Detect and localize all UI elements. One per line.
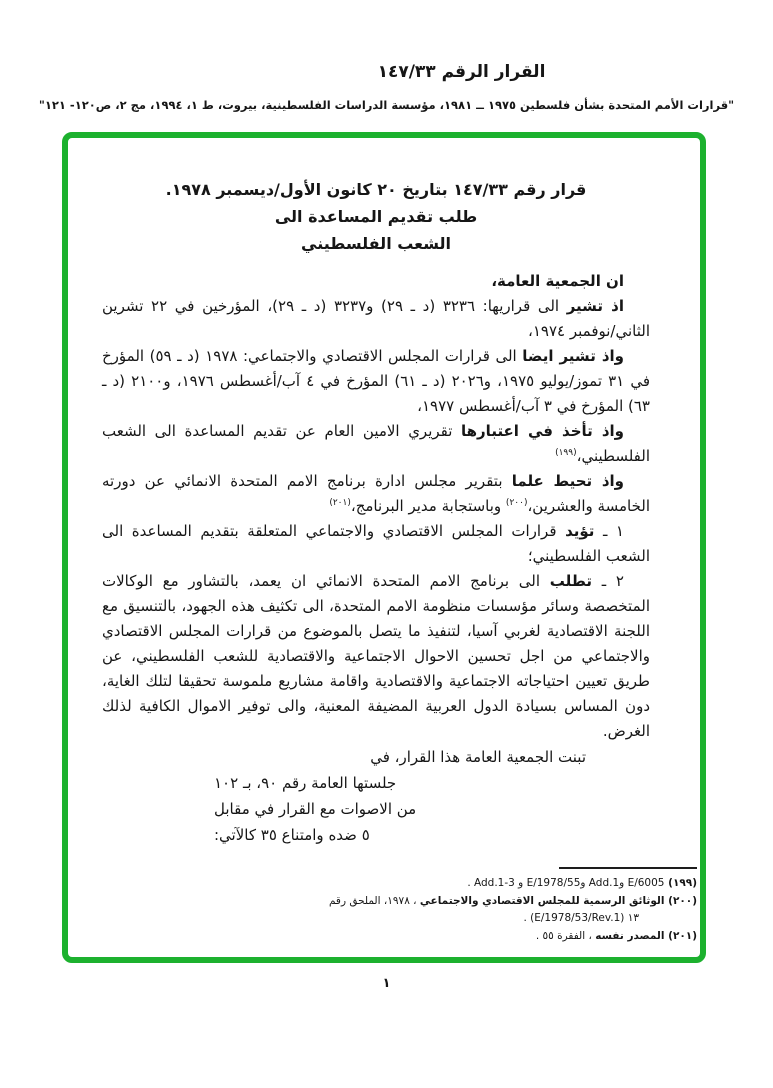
- paragraph: ٢ ـ تطلب الى برنامج الامم المتحدة الانمائي ان يعمد، بالتشاور مع الوكالات المتخصصة وسائر مؤسسات منظومة الامم المتحدة، الى تكثيف هذه الجهود، بالتنسيق مع اللجنة الاقتصادية لغربي آسيا، لتنفيذ ما يتصل بالموضوع من قرارات المجلس الاقتصادي والاجتماعي من اجل تحسين الاحوال الاجتماعية والاقتصادية للشعب الفلسطيني، عن طريق تعيين احتياجاته الاجتماعية والاقتصادية واقامة مشاريع ملموسة تحقيقا لتلك الغاية، دون المساس بسيادة الدول العربية المضيفة المعنية، والى توفير الاموال الكافية لذلك الغرض.: [102, 572, 650, 740]
- adoption-line: تبنت الجمعية العامة هذا القرار، في: [370, 748, 586, 766]
- footnote: ١٣ (E/1978/53/Rev.1) .: [523, 912, 639, 924]
- footnote-list: [267, 875, 697, 945]
- paragraph: واذ تشير ايضا الى قرارات المجلس الاقتصادي والاجتماعي: ١٩٧٨ (د ـ ٥٩) المؤرخ في ٣١ تموز/يوليو ١٩٧٥، و٢٠٢٦ (د ـ ٦١) المؤرخ في ٤ آب/أغسطس ١٩٧٦، و٢١٠٠ (د ـ ٦٣) المؤرخ في ٣ آب/أغسطس ١٩٧٧،: [102, 347, 651, 415]
- citation-line: "قرارات الأمم المتحدة بشأن فلسطين ١٩٧٥ ــ ١٩٨١، مؤسسة الدراسات الفلسطينية، بيروت، ط ١، ١٩٩٤، مج ٢، ص١٢٠- ١٢١": [38, 98, 735, 112]
- adoption-line: جلستها العامة رقم ٩٠، بـ ١٠٢: [214, 774, 397, 792]
- footnote: (٢٠٠) الوثائق الرسمية للمجلس الاقتصادي والاجتماعي ، ١٩٧٨، الملحق رقم: [328, 894, 697, 907]
- resolution-title-line-1: قرار رقم ١٤٧/٣٣ بتاريخ ٢٠ كانون الأول/ديسمبر ١٩٧٨.: [165, 180, 587, 199]
- footnote: (١٩٩) E/6005 وAdd.1 وE/1978/55 و Add.1-3 .: [467, 877, 697, 889]
- footnotes-block: [267, 867, 697, 945]
- paragraph: ان الجمعية العامة،: [491, 272, 624, 290]
- resolution-body: [102, 269, 650, 744]
- frame-content: [68, 138, 700, 957]
- page-title: القرار الرقم ١٤٧/٣٣: [377, 62, 546, 82]
- paragraph: ١ ـ تؤيد قرارات المجلس الاقتصادي والاجتماعي المتعلقة بتقديم المساعدة الى الشعب الفلسطيني؛: [102, 522, 650, 565]
- footnote: (٢٠١) المصدر نفسه ، الفقرة ٥٥ .: [535, 929, 697, 942]
- adoption-line: من الاصوات مع القرار في مقابل: [214, 800, 417, 818]
- paragraph: اذ تشير الى قراريها: ٣٢٣٦ (د ـ ٢٩) و٣٢٣٧ (د ـ ٢٩)، المؤرخين في ٢٢ تشرين الثاني/نوفمبر ١٩٧٤،: [102, 297, 650, 340]
- paragraph: واذ تأخذ في اعتبارها تقريري الامين العام عن تقديم المساعدة الى الشعب الفلسطيني،$^{(١٩٩)}$: [102, 422, 650, 465]
- resolution-title-line-2: طلب تقديم المساعدة الى: [274, 207, 478, 226]
- adoption-clause: [214, 744, 586, 848]
- footnote-separator: [559, 867, 697, 869]
- resolution-title-line-3: الشعب الفلسطيني: [301, 234, 451, 253]
- page-number: ١: [382, 976, 391, 991]
- paragraph: واذ تحيط علما بتقرير مجلس ادارة برنامج الامم المتحدة الانمائي عن دورته الخامسة والعشرين،$^{(٢٠٠)}$ وباستجابة مدير البرنامج،$^{(٢٠١)}$: [102, 472, 650, 515]
- adoption-line: ٥ ضده وامتناع ٣٥ كالآتي:: [214, 826, 370, 844]
- resolution-frame: [62, 132, 706, 963]
- resolution-title: [102, 176, 650, 257]
